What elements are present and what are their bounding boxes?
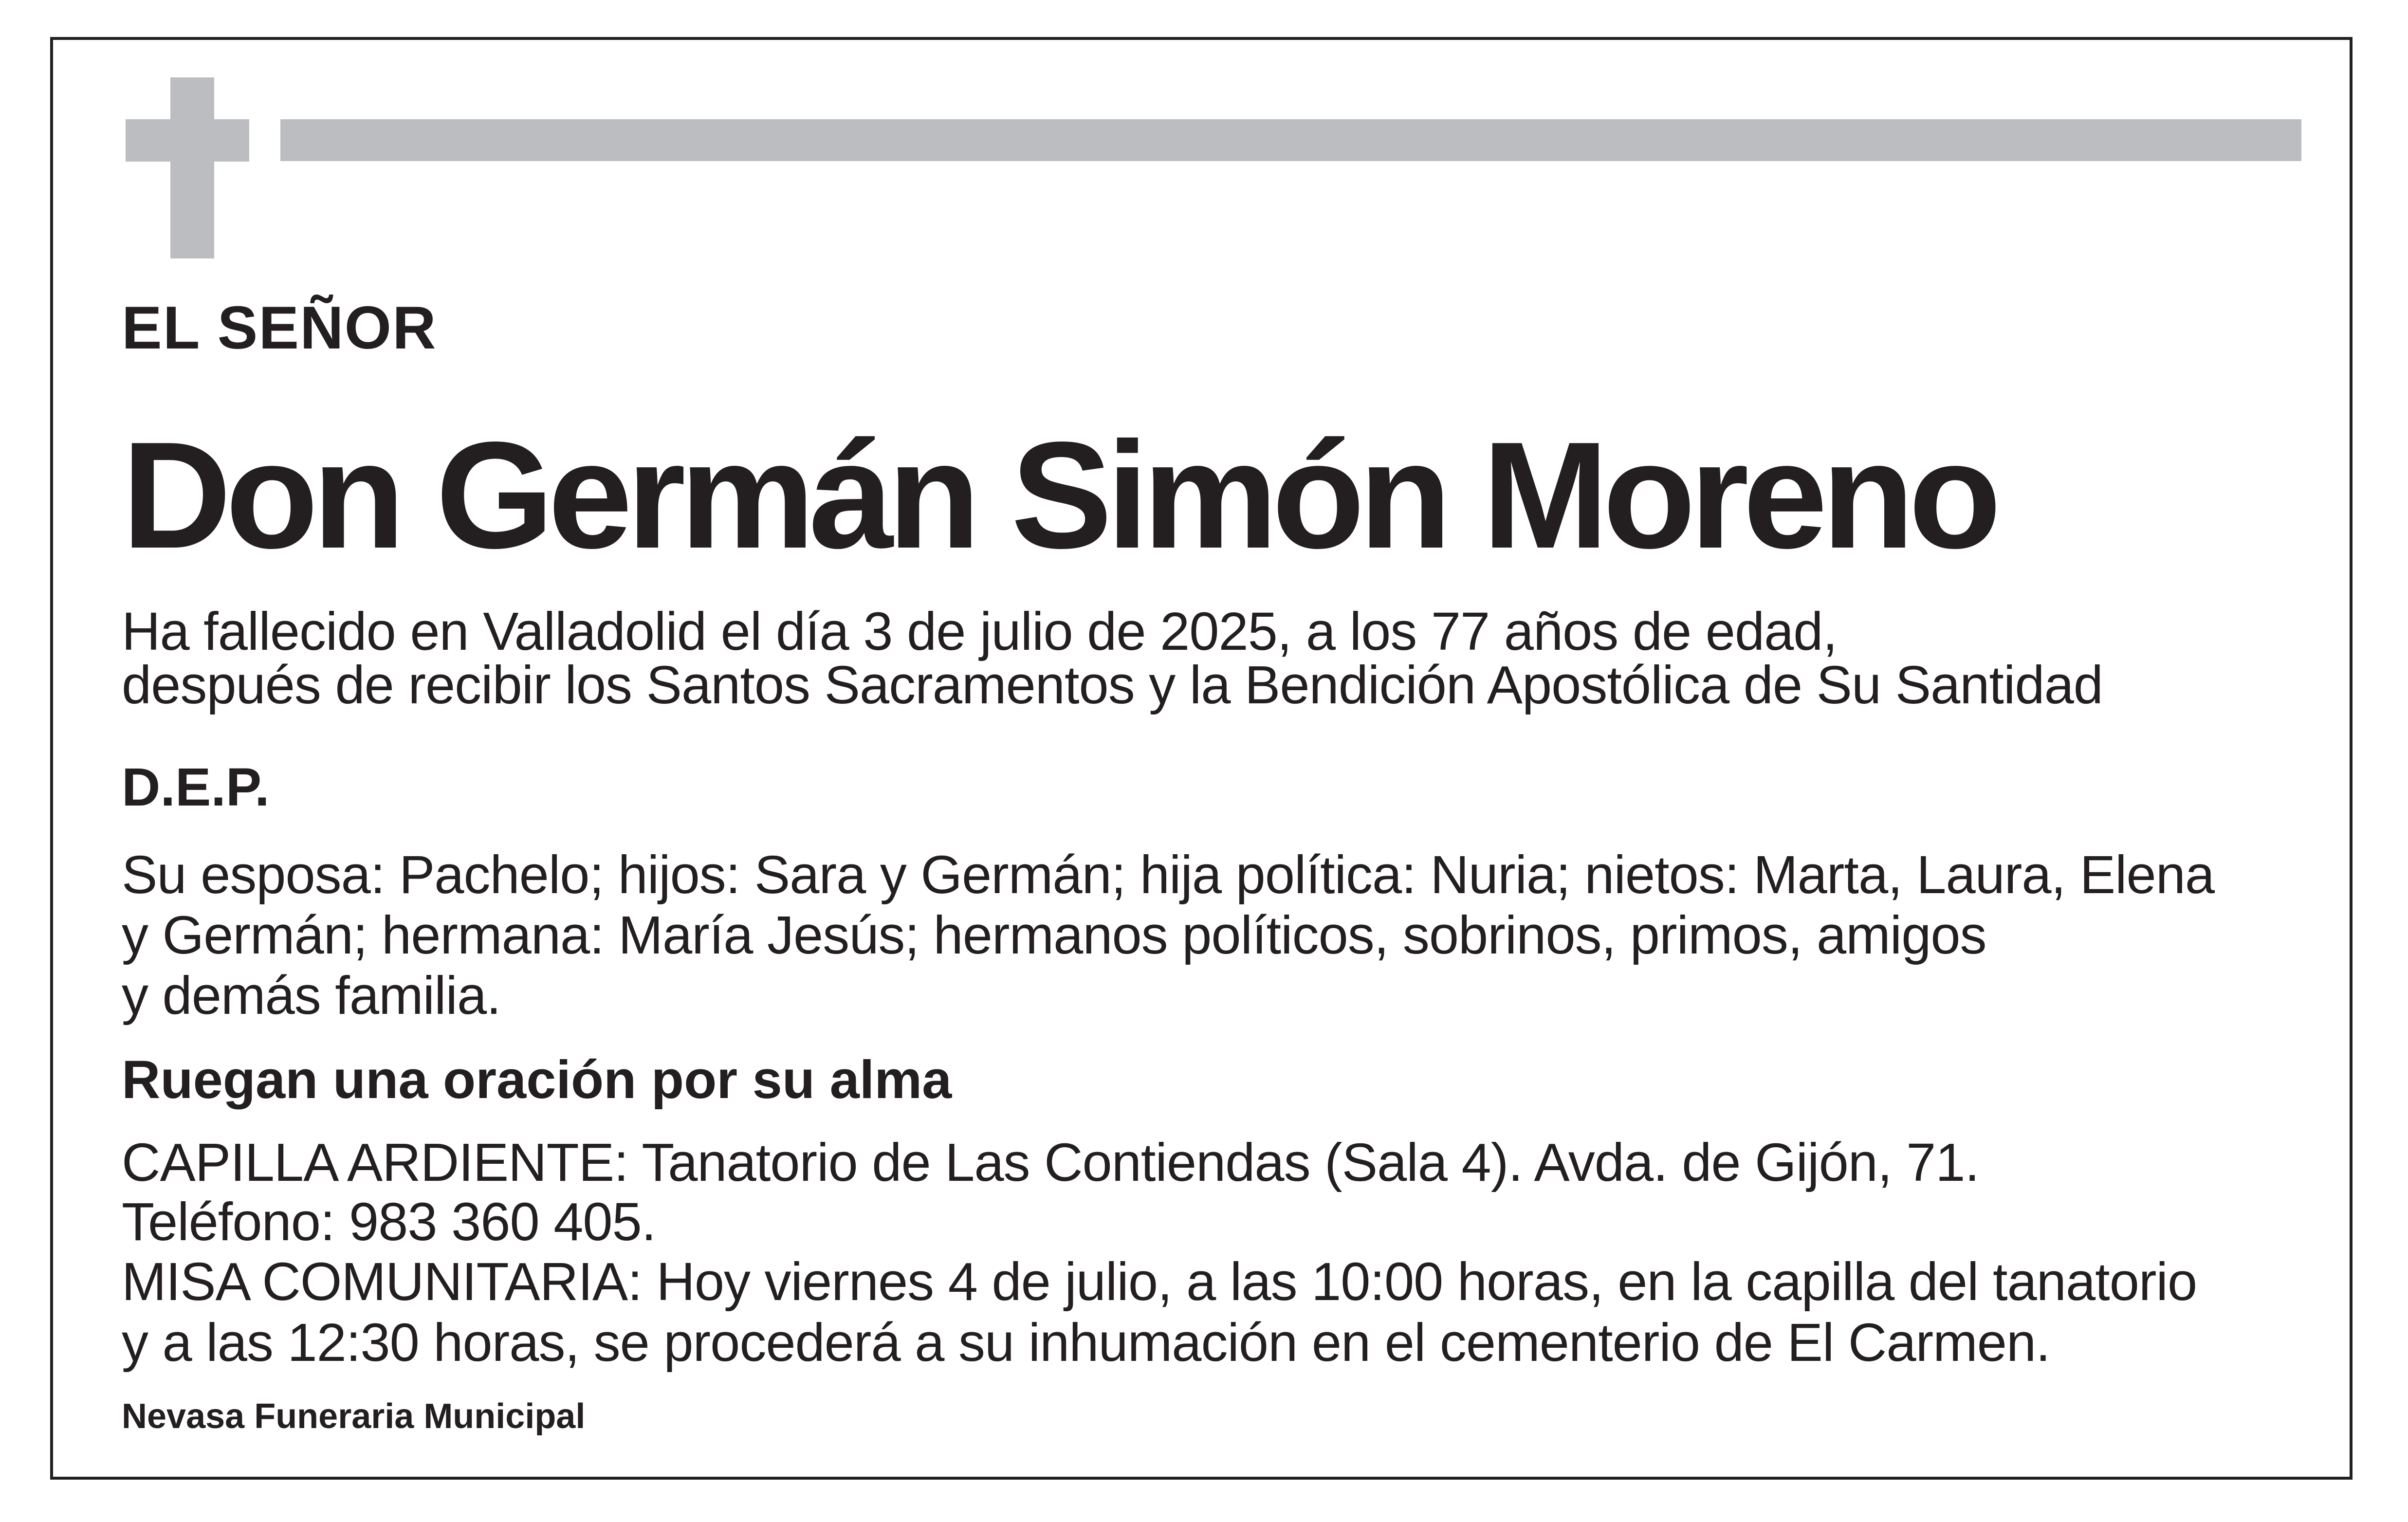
- cross-icon-vertical: [170, 77, 214, 258]
- details-line-2: Teléfono: 983 360 405.: [122, 1192, 656, 1252]
- family-line-3: y demás familia.: [122, 966, 501, 1026]
- family-line-1: Su esposa: Pachelo; hijos: Sara y Germán; hija política: Nuria; nietos: Marta, Laura, Elena: [122, 845, 2215, 905]
- announcement-line-2: después de recibir los Santos Sacramentos y la Bendición Apostólica de Su Santidad: [122, 655, 2103, 715]
- prayer-line: Ruegan una oración por su alma: [122, 1050, 952, 1110]
- details-line-1: CAPILLA ARDIENTE: Tanatorio de Las Contiendas (Sala 4). Avda. de Gijón, 71.: [122, 1133, 1979, 1192]
- family-line-2: y Germán; hermana: María Jesús; hermanos políticos, sobrinos, primos, amigos: [122, 905, 1986, 965]
- cross-icon-horizontal: [126, 119, 249, 162]
- title-label: EL SEÑOR: [122, 294, 437, 362]
- funeral-home-name: Nevasa Funeraria Municipal: [122, 1397, 586, 1436]
- details-line-4: y a las 12:30 horas, se procederá a su inhumación en el cementerio de El Carmen.: [122, 1313, 2050, 1373]
- top-divider: [280, 119, 2301, 161]
- announcement-line-1: Ha fallecido en Valladolid el día 3 de julio de 2025, a los 77 años de edad,: [122, 602, 1838, 661]
- dep-label: D.E.P.: [122, 757, 270, 817]
- deceased-name: Don Germán Simón Moreno: [122, 411, 1996, 580]
- details-line-3: MISA COMUNITARIA: Hoy viernes 4 de julio, a las 10:00 horas, en la capilla del tanatorio: [122, 1252, 2197, 1312]
